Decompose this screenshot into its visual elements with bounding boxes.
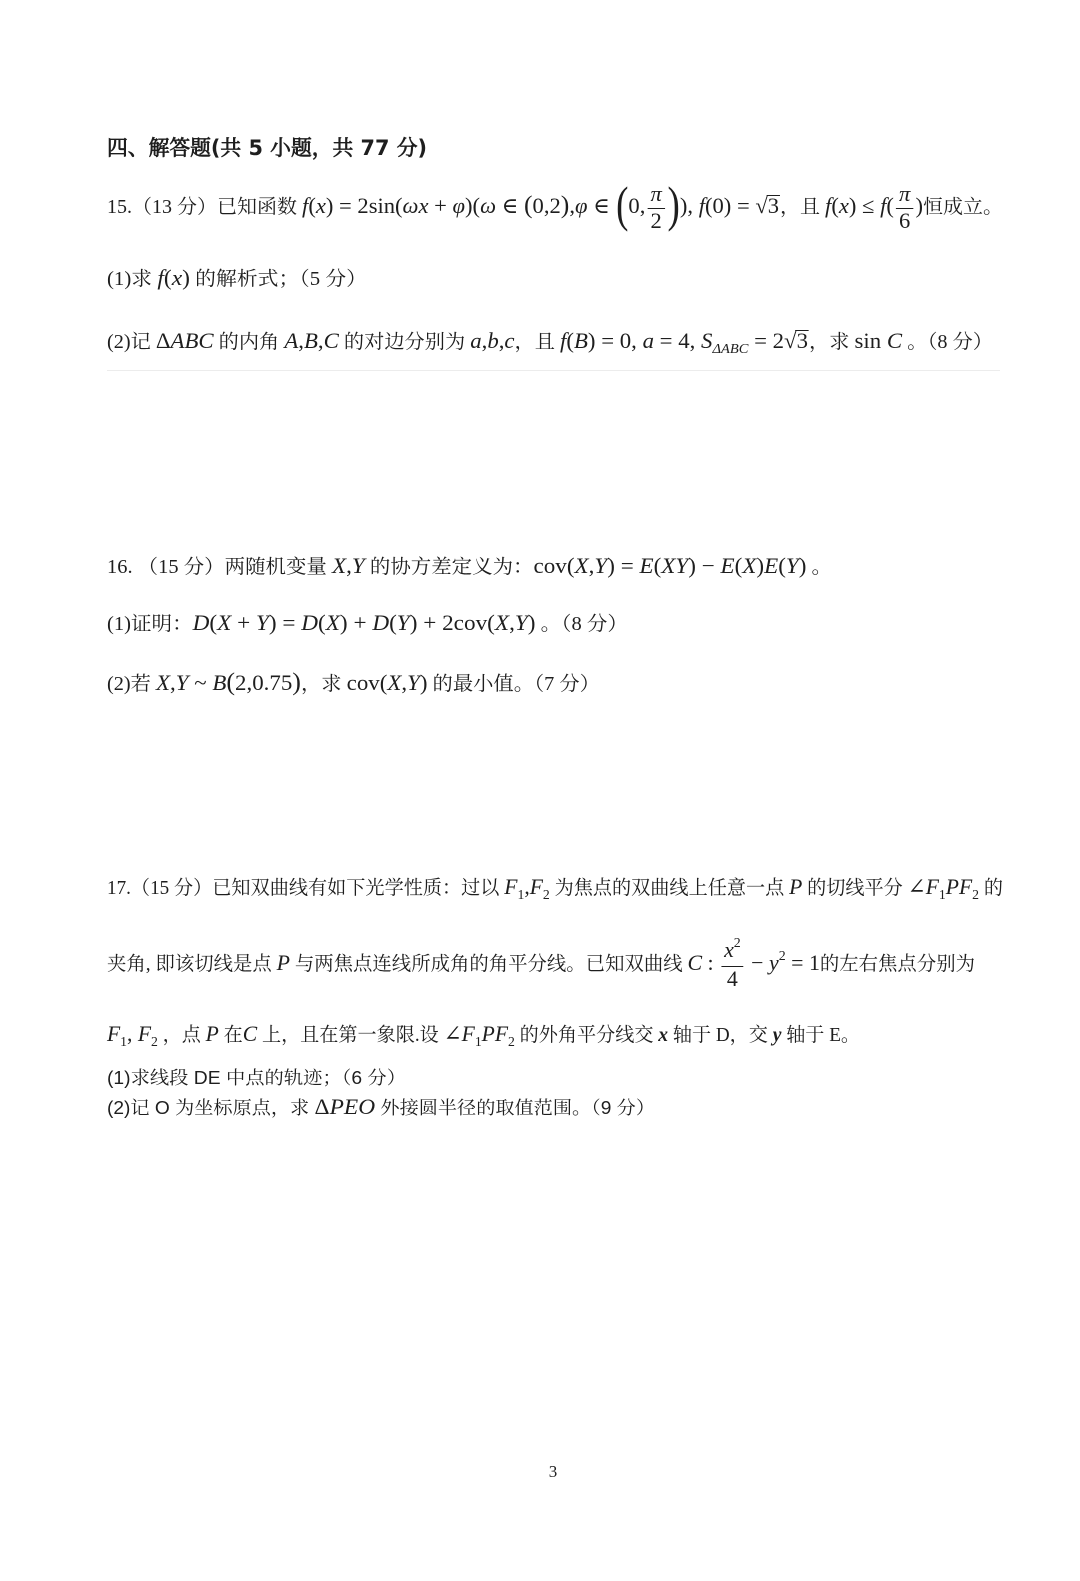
math-roman: , — [346, 553, 352, 578]
divider — [107, 370, 1000, 371]
question-16-stem — [107, 536, 832, 598]
math-italic: D — [372, 610, 390, 635]
math-italic: PF — [945, 874, 973, 899]
math-italic: C — [687, 950, 703, 975]
math-roman: , — [170, 670, 176, 695]
subscript: 2 — [972, 888, 980, 903]
math-roman: )( — [465, 193, 481, 218]
radical-sign: √ — [784, 328, 797, 353]
math-roman: 2,0.75 — [235, 670, 293, 695]
math-italic: ABC — [170, 328, 214, 353]
math-roman: ( — [886, 193, 894, 218]
text-run: (1)求 — [107, 269, 158, 290]
math-italic: f — [880, 193, 887, 218]
text-run: 恒成立。 — [922, 197, 1003, 218]
math-italic: F — [925, 874, 939, 899]
text-run: 的解析式；（5 分） — [189, 269, 367, 290]
math-roman: , — [588, 553, 595, 578]
text-run: (2)若 — [107, 674, 157, 695]
math-italic: x — [724, 937, 734, 963]
fraction-denominator — [896, 209, 913, 235]
math-italic: π — [899, 181, 911, 207]
math-roman: 6 — [899, 208, 911, 234]
math-italic: F — [529, 874, 543, 899]
math-roman: = 4, — [653, 328, 702, 353]
subscript: 2 — [542, 888, 550, 903]
text-run: 外接圆半径的取值范围。（9 分） — [375, 1098, 655, 1118]
text-run: 与两焦点连线所成角的角平分线。已知双曲线 — [290, 954, 688, 975]
math-paren: ) — [560, 192, 570, 219]
math-roman: ), — [679, 193, 699, 218]
math-italic: X — [494, 610, 510, 635]
text-run: 轴于 E。 — [781, 1025, 860, 1046]
math-italic: C — [242, 1021, 258, 1046]
math-roman: : — [702, 950, 720, 975]
text-run: 的切线平分 — [802, 878, 908, 899]
math-italic: PF — [481, 1021, 509, 1046]
text-run: ，求 — [809, 332, 855, 353]
math-italic: E — [720, 553, 735, 578]
math-italic: D — [301, 610, 319, 635]
page-number: 3 — [548, 1462, 558, 1481]
text-run: 夹角, 即该切线是点 — [107, 954, 277, 975]
math-italic: π — [650, 181, 662, 207]
fraction-numerator — [647, 182, 664, 209]
math-roman: ) — [756, 553, 765, 578]
math-roman: ) = 2sin( — [325, 193, 403, 218]
math-roman: = 1 — [785, 950, 820, 975]
math-roman: ) ≤ — [848, 193, 881, 218]
math-roman: ) + — [339, 610, 373, 635]
math-italic: φ — [574, 193, 588, 218]
math-roman: ) − — [688, 553, 721, 578]
math-italic: P — [205, 1021, 219, 1046]
fraction — [721, 938, 744, 993]
math-roman: ) + 2cov( — [409, 610, 495, 635]
math-roman: cov( — [533, 553, 575, 578]
math-italic: PEO — [329, 1094, 376, 1119]
math-italic: f — [560, 328, 567, 353]
text-run: 在 — [218, 1025, 243, 1046]
question-15-stem — [107, 176, 1003, 238]
math-italic: a — [470, 328, 482, 353]
math-italic: X — [387, 670, 402, 695]
math-italic: Y — [255, 610, 269, 635]
math-roman: ∠ — [443, 1021, 462, 1046]
math-italic: x — [315, 193, 326, 218]
math-italic: c — [504, 328, 515, 353]
math-roman: , — [569, 193, 575, 218]
math-italic: D — [192, 610, 210, 635]
question-17-stem-line-1 — [107, 857, 1003, 921]
math-roman: ( — [778, 553, 786, 578]
math-italic: X — [217, 610, 232, 635]
math-italic: P — [276, 950, 291, 975]
superscript: 2 — [778, 949, 786, 964]
fraction-numerator — [896, 182, 913, 209]
section-title: 四、解答题(共 5 小题，共 77 分) — [107, 136, 427, 160]
text-run: 的 — [979, 878, 1003, 899]
math-roman: , — [401, 670, 408, 695]
fraction — [896, 182, 913, 235]
subscript: 2 — [151, 1035, 158, 1050]
text-run: 的协方差定义为： — [364, 557, 534, 578]
math-roman: cov( — [346, 670, 388, 695]
text-run: 的内角 — [213, 332, 285, 353]
radicand: 3 — [767, 193, 780, 218]
math-roman: ) — [182, 265, 190, 290]
text-run: 的对边分别为 — [338, 332, 471, 353]
math-roman: ∈ — [496, 193, 525, 218]
math-roman: ) — [915, 193, 923, 218]
radicand: 3 — [796, 328, 808, 353]
text-run: ，点 — [157, 1025, 206, 1046]
big-paren: ( — [615, 175, 629, 232]
text-run: 。（8 分） — [535, 614, 628, 635]
subscript: 1 — [938, 888, 946, 903]
math-italic: P — [789, 874, 803, 899]
math-roman: ( — [318, 610, 326, 635]
text-run: 15.（13 分）已知函数 — [107, 197, 303, 218]
math-italic: C — [323, 328, 339, 353]
math-italic: X — [325, 610, 340, 635]
math-roman: ) — [419, 670, 428, 695]
math-roman: 0, — [628, 193, 646, 218]
math-roman: ) = — [268, 610, 302, 635]
radical-sign: √ — [755, 193, 768, 218]
text-run: (1)求线段 DE 中点的轨迹；（6 分） — [107, 1068, 406, 1088]
math-roman: ∈ — [587, 193, 616, 218]
math-italic: b — [487, 328, 499, 353]
text-run: 的最小值。（7 分） — [427, 674, 600, 695]
math-roman: ( — [566, 328, 574, 353]
math-roman: ) = — [607, 553, 640, 578]
math-roman: ~ — [188, 670, 213, 695]
math-italic: f — [302, 193, 309, 218]
math-italic: φ — [452, 193, 466, 218]
math-italic: Y — [785, 553, 799, 578]
math-italic: F — [504, 874, 518, 899]
math-italic: Y — [514, 610, 528, 635]
math-italic: X — [742, 553, 757, 578]
math-italic: f — [825, 193, 832, 218]
subscript: 1 — [120, 1035, 128, 1050]
math-italic: C — [886, 328, 903, 353]
question-16-part-2 — [107, 653, 600, 715]
math-italic: Y — [407, 670, 420, 695]
math-roman: ) = 0, — [587, 328, 643, 353]
math-roman: − — [745, 950, 769, 975]
math-roman: Δ — [314, 1094, 330, 1119]
math-italic: X — [574, 553, 589, 578]
text-run: 17.（15 分）已知双曲线有如下光学性质：过以 — [107, 878, 505, 899]
text-run: ，求 — [300, 674, 347, 695]
text-run: (2)记 — [107, 332, 156, 353]
math-italic: Y — [594, 553, 608, 578]
math-italic: F — [137, 1021, 152, 1046]
math-bold-italic: y — [772, 1024, 782, 1046]
math-paren: ( — [524, 192, 533, 219]
question-16-part-1 — [107, 593, 628, 655]
subscript: 1 — [474, 1035, 482, 1050]
math-roman: , — [298, 328, 304, 353]
math-italic: ωx — [402, 193, 429, 218]
math-roman: ∠ — [907, 874, 926, 899]
math-roman: + — [428, 193, 453, 218]
math-roman: , — [524, 874, 530, 899]
math-italic: f — [698, 193, 706, 218]
math-roman: ( — [831, 193, 839, 218]
math-italic: F — [461, 1021, 475, 1046]
question-15-part-1 — [107, 248, 367, 310]
math-italic: Y — [351, 553, 365, 578]
question-15-part-2 — [107, 311, 993, 375]
math-roman: + — [231, 610, 256, 635]
question-17-part-2 — [107, 1077, 655, 1138]
text-run: 的外角平分线交 — [514, 1025, 659, 1046]
square-root — [755, 193, 780, 218]
math-italic: E — [764, 553, 779, 578]
math-italic: y — [768, 950, 779, 975]
math-roman: (0) = — [705, 193, 756, 218]
math-roman: ) — [798, 553, 807, 578]
math-italic: x — [838, 193, 849, 218]
text-run: (1)证明： — [107, 614, 193, 635]
subscript: 1 — [517, 888, 525, 903]
math-bold-italic: x — [658, 1024, 669, 1046]
fraction-denominator — [647, 209, 664, 235]
square-root — [784, 328, 809, 353]
math-italic: B — [212, 670, 227, 695]
text-run: ，且 — [780, 197, 826, 218]
math-italic: Y — [396, 610, 410, 635]
math-roman: ( — [653, 553, 662, 578]
math-italic: x — [171, 265, 183, 290]
math-italic: f — [157, 265, 164, 290]
math-italic: S — [701, 328, 713, 353]
subscript: 2 — [508, 1035, 515, 1050]
math-roman: ( — [734, 553, 743, 578]
text-run: 16. （15 分）两随机变量 — [107, 557, 333, 578]
text-run: 上，且在第一象限.设 — [257, 1025, 444, 1046]
text-run: 的左右焦点分别为 — [819, 954, 975, 975]
subscript: ΔABC — [712, 342, 749, 357]
math-roman: ( — [389, 610, 397, 635]
text-run: (2)记 O 为坐标原点，求 — [107, 1098, 315, 1118]
math-roman: , — [498, 328, 505, 353]
math-italic: A — [284, 328, 299, 353]
math-roman: , — [127, 1021, 138, 1046]
math-roman: ( — [308, 193, 316, 218]
math-italic: Y — [175, 670, 189, 695]
math-roman: , — [481, 328, 488, 353]
math-italic: a — [642, 328, 654, 353]
math-italic: B — [573, 328, 588, 353]
math-roman: sin — [854, 328, 887, 353]
math-roman: ( — [209, 610, 218, 635]
math-italic: X — [156, 670, 171, 695]
superscript: 2 — [733, 936, 741, 952]
math-paren: ) — [292, 669, 301, 696]
math-paren: ( — [226, 669, 236, 696]
text-run: 轴于 D，交 — [668, 1025, 773, 1046]
math-italic: ω — [480, 193, 497, 218]
math-italic: B — [303, 328, 318, 353]
math-italic: E — [639, 553, 654, 578]
fraction-numerator — [721, 938, 744, 967]
big-paren: ) — [667, 175, 680, 232]
math-roman: ( — [163, 265, 172, 290]
text-run: 。（8 分） — [902, 332, 994, 353]
fraction — [647, 182, 664, 235]
math-italic: X — [332, 553, 347, 578]
math-roman: 2 — [650, 208, 662, 234]
math-italic: F — [107, 1021, 121, 1046]
math-italic: XY — [661, 553, 689, 578]
text-run: ，且 — [514, 332, 561, 353]
math-roman: 4 — [726, 966, 738, 992]
fraction-denominator — [721, 967, 744, 993]
math-roman: 0,2 — [532, 193, 561, 218]
math-roman: , — [317, 328, 324, 353]
question-17-stem-line-2 — [107, 933, 975, 997]
math-roman: Δ — [155, 328, 171, 353]
text-run: 。 — [806, 557, 832, 578]
math-roman: , — [509, 610, 515, 635]
math-roman: ) — [527, 610, 536, 635]
math-roman: = 2 — [748, 328, 785, 353]
text-run: 为焦点的双曲线上任意一点 — [549, 878, 790, 899]
